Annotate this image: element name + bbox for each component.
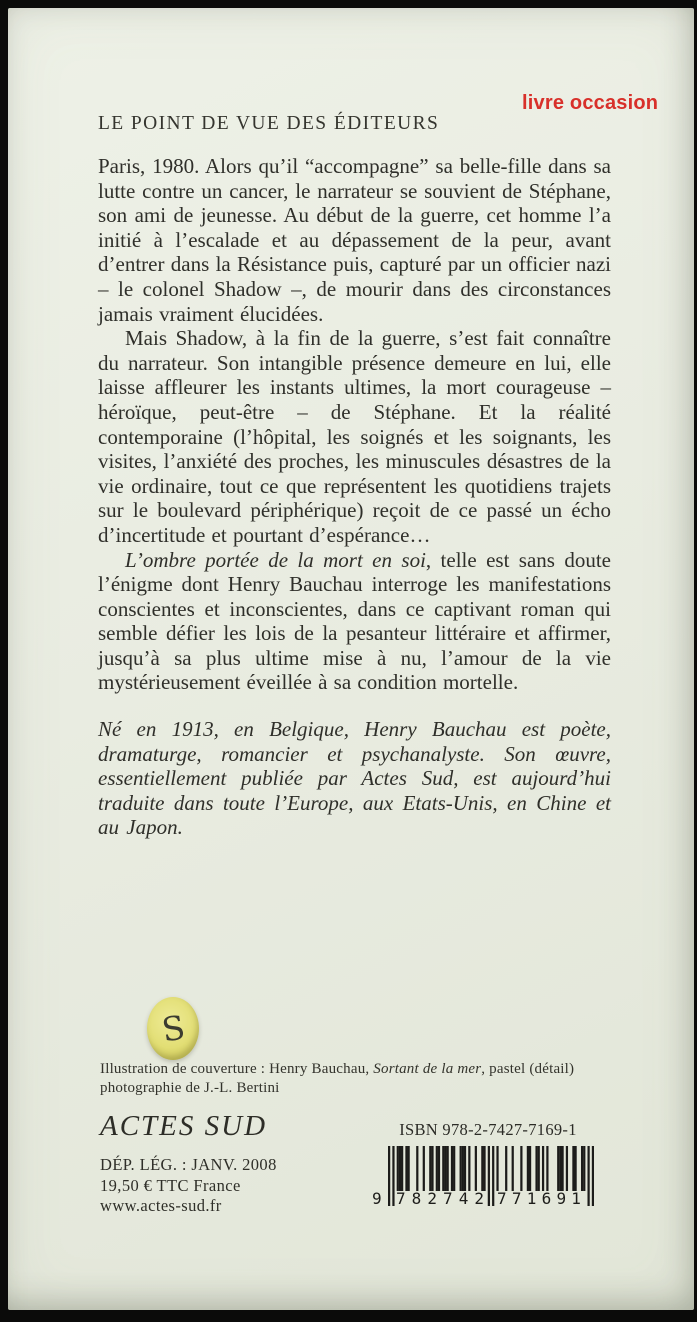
cover-credits [100, 1060, 620, 1098]
credit-prefix: Illustration de couverture : Henry Bauchau, [100, 1061, 374, 1077]
credit-line-1 [100, 1060, 620, 1079]
blurb-text [98, 154, 611, 840]
barcode-digit: 7 [511, 1189, 522, 1208]
barcode-digit: 1 [571, 1189, 581, 1208]
book-title-phrase: L’ombre portée de la mort en soi [125, 547, 426, 572]
blurb-paragraph-3-rest: , telle est sans doute l’énigme dont Henry Bauchau interroge les manifestations conscientes et inconscientes, dans ce captivant roman qui semble défier les lois de la pesanteur littéraire et affirmer, jusqu’à sa plus ultime mise à nu, l’amour de la vie mystérieusement éveillée à sa condition mortelle. [98, 547, 611, 695]
credit-suffix: , pastel (détail) [481, 1061, 575, 1077]
book-back-cover [8, 8, 694, 1310]
barcode-digit: 4 [458, 1189, 469, 1208]
sticker-letter: S [158, 1007, 188, 1050]
barcode-digit: 2 [474, 1189, 484, 1208]
publisher-website: www.actes-sud.fr [100, 1196, 222, 1215]
blurb-paragraph-1: Paris, 1980. Alors qu’il “accompagne” sa belle-fille dans sa lutte contre un cancer, le narrateur se souvient de Stéphane, son ami de jeunesse. Au début de la guerre, cet homme l’a initié à l’escalade et au dépassement de la peur, avant d’entrer dans la Résistance puis, capturé par un officier nazi – le colonel Shadow –, de mourir dans des circonstances jamais vraiment élucidées. [98, 154, 611, 326]
blurb-paragraph-2: Mais Shadow, à la fin de la guerre, s’est fait connaître du narrateur. Son intangible présence demeure en lui, elle laisse affleurer les instants ultimes, la mort courageuse – héroïque, peut-être – de Stéphane. Et la réalité contemporaine (l’hôpital, les soignés et les soignants, les visites, l’anxiété des proches, les minuscules désastres de la vie ordinaire, tout ce que représentent les quotidiens trajets sur le boulevard périphérique) reçoit de ce passé un écho d’incertitude et pourtant d’espérance… [98, 326, 611, 547]
barcode-digit: 2 [427, 1189, 437, 1208]
barcode-digit: 6 [541, 1189, 552, 1208]
artwork-title: Sortant de la mer [373, 1061, 482, 1077]
price-sticker [147, 997, 199, 1060]
barcode-digit: 9 [556, 1189, 567, 1208]
price: 19,50 € TTC France [100, 1175, 241, 1195]
barcode-digit: 7 [443, 1189, 453, 1208]
barcode-left-digits [396, 1189, 484, 1209]
legal-deposit: DÉP. LÉG. : JANV. 2008 [100, 1155, 277, 1174]
barcode-first-digit: 9 [372, 1189, 382, 1208]
imprint-block [100, 1155, 277, 1217]
author-bio: Né en 1913, en Belgique, Henry Bauchau est poète, dramaturge, romancier et psychanalyste. Son œuvre, essentiellement publiée par Actes Sud, est aujourd’hui traduite dans toute l’Europe, aux Etats-Unis, en Chine et au Japon. [98, 717, 611, 840]
barcode-digit: 1 [526, 1189, 537, 1208]
publisher-logo: ACTES SUD [100, 1110, 268, 1142]
isbn-label: ISBN 978-2-7427-7169-1 [399, 1120, 577, 1139]
barcode-digit: 7 [497, 1189, 507, 1208]
series-heading: LE POINT DE VUE DES ÉDITEURS [98, 113, 440, 134]
barcode-right-digits [497, 1189, 581, 1209]
seller-stamp: livre occasion [522, 92, 659, 114]
barcode-digit: 8 [411, 1189, 422, 1208]
barcode-digit: 7 [396, 1189, 406, 1208]
blurb-paragraph-3 [98, 548, 611, 696]
ean-barcode [372, 1146, 598, 1218]
credit-line-2: photographie de J.-L. Bertini [100, 1080, 280, 1096]
